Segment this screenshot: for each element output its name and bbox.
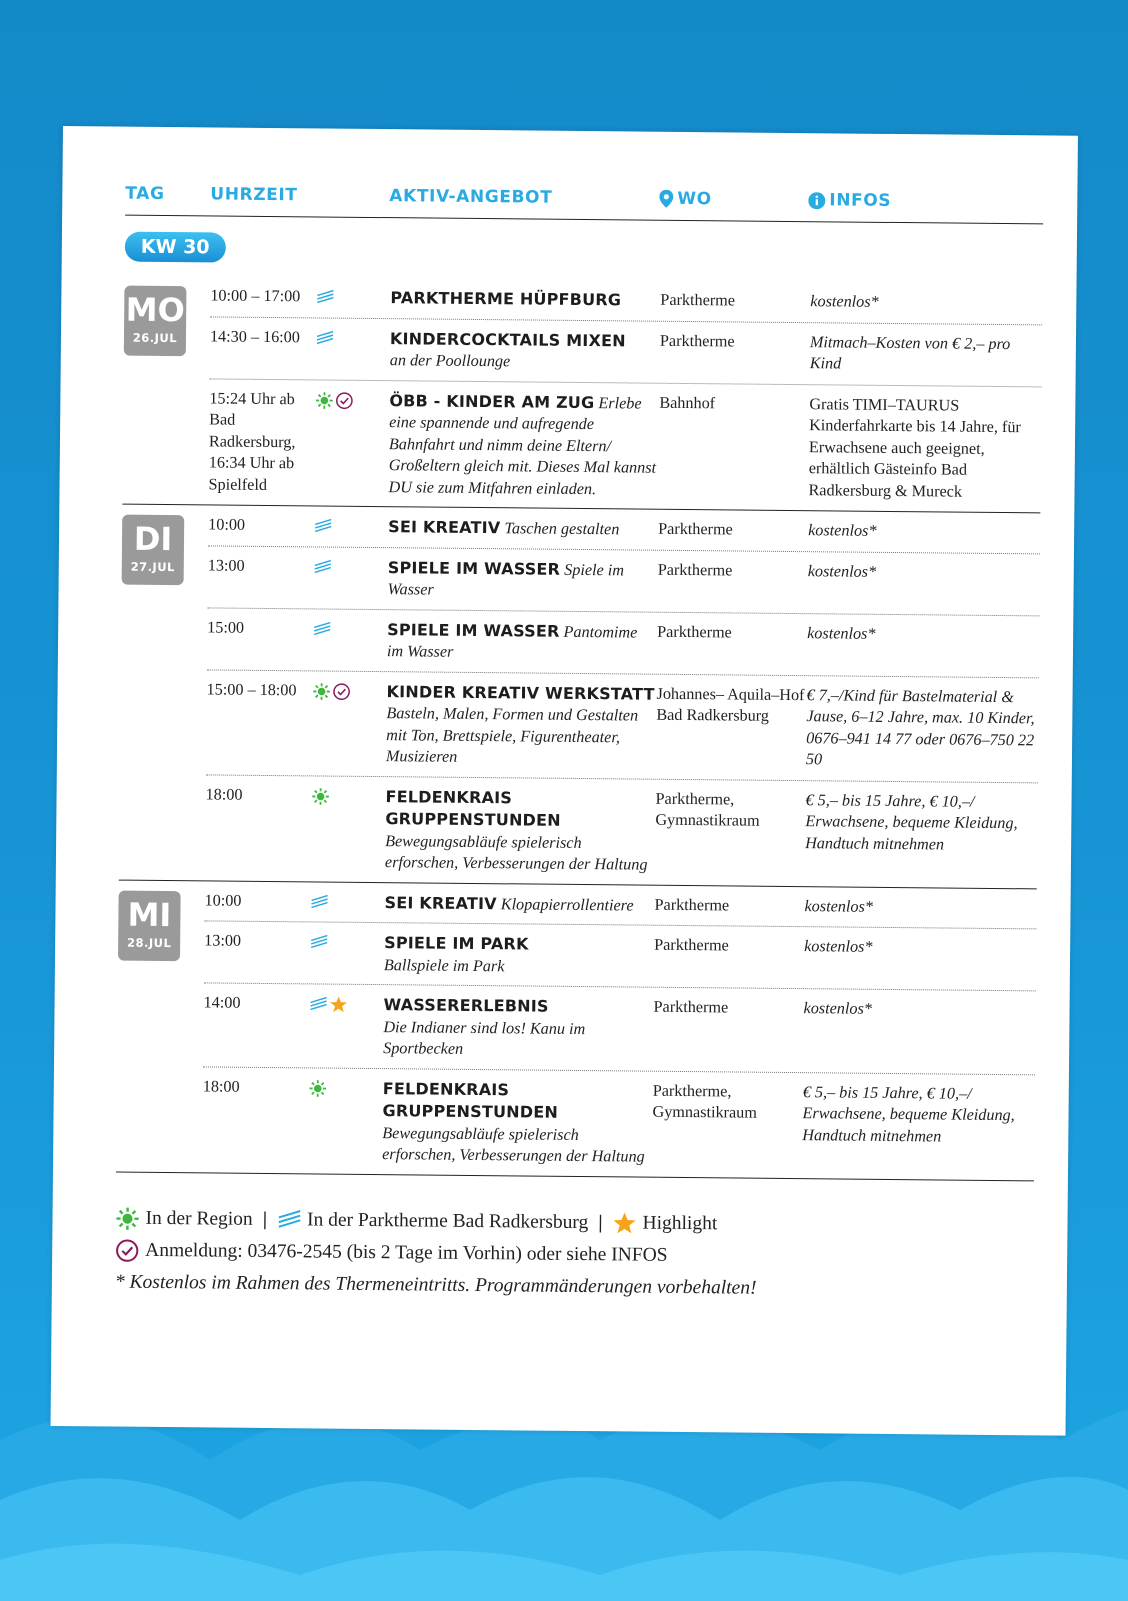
event-time: 15:00 – 18:00	[206, 679, 297, 699]
event-info: kostenlos*	[807, 623, 876, 643]
event-desc: an der Poollounge	[389, 351, 511, 371]
waves-icon	[310, 933, 328, 958]
event-location: Parktherme, Gymnastikraum	[655, 789, 760, 830]
event-icons	[310, 286, 390, 309]
location-pin-icon	[659, 190, 673, 208]
event-row	[206, 670, 1039, 783]
waves-icon	[314, 517, 332, 542]
legend-check-icon	[115, 1238, 139, 1262]
day-block-di	[119, 505, 1041, 889]
event-desc: Klopapierrollentiere	[500, 894, 634, 915]
week-badge: KW 30	[125, 232, 226, 263]
event-icons	[310, 327, 390, 350]
waves-icon	[313, 620, 331, 645]
event-info: kostenlos*	[804, 937, 873, 956]
event-activity	[384, 932, 654, 979]
legend-sun-icon	[115, 1206, 139, 1230]
event-icons	[307, 618, 387, 641]
header-tag: TAG	[125, 183, 165, 204]
event-title: KINDERCOCKTAILS MIXEN	[389, 328, 626, 350]
event-location: Parktherme	[657, 560, 733, 579]
event-info: € 5,– bis 15 Jahre, € 10,–/ Erwachsene, bequeme Kleidung, Handtuch mitnehmen	[805, 790, 1018, 853]
event-title: FELDENKRAIS GRUPPENSTUNDEN	[382, 1078, 559, 1122]
event-activity	[387, 557, 657, 604]
day-name: MO	[125, 290, 185, 330]
event-info: Mitmach–Kosten von € 2,– pro Kind	[809, 332, 1011, 373]
event-title: WASSERERLEBNIS	[383, 995, 549, 1016]
event-activity	[390, 287, 660, 312]
event-title: SPIELE IM WASSER	[387, 619, 560, 641]
event-time: 15:24 Uhr ab Bad Radkersburg, 16:34 Uhr ab Spielfeld	[208, 388, 296, 494]
event-location: Bahnhof	[659, 393, 716, 412]
days-list	[116, 276, 1043, 1181]
event-icons	[303, 1077, 383, 1100]
event-time: 13:00	[207, 555, 245, 575]
header-wo-label: WO	[677, 188, 712, 210]
day-block-mi	[116, 880, 1037, 1181]
day-badge	[122, 515, 185, 586]
event-activity	[383, 994, 654, 1062]
event-info: kostenlos*	[810, 292, 879, 311]
header-angebot: AKTIV-ANGEBOT	[389, 186, 553, 208]
table-header	[125, 179, 1043, 225]
event-activity	[388, 516, 658, 541]
legend	[115, 1202, 1034, 1307]
header-infos-label: INFOS	[829, 190, 892, 211]
waves-icon	[316, 288, 334, 313]
day-name: MI	[127, 895, 172, 934]
waves-icon	[316, 329, 334, 354]
event-activity	[385, 786, 656, 877]
event-location: Parktherme	[659, 331, 735, 350]
event-time: 14:30 – 16:00	[209, 326, 301, 346]
event-desc: Pantomime im Wasser	[386, 622, 638, 661]
event-time: 13:00	[204, 931, 242, 950]
event-info: Gratis TIMI–TAURUS Kinderfahrkarte bis 14 Jahre, für Erwachsene auch geeignet, erhältlich Gästeinfo Bad Radkersburg & Mureck	[808, 394, 1021, 501]
legend-parktherme: In der Parktherme Bad Radkersburg	[306, 1208, 589, 1233]
event-desc: Bewegungsabläufe spielerisch erforschen, Verbesserungen der Haltung	[384, 831, 648, 874]
event-time: 10:00	[208, 515, 246, 534]
sun-icon	[312, 682, 330, 707]
event-time: 18:00	[205, 784, 243, 804]
header-wo	[659, 189, 712, 210]
event-title: ÖBB - KINDER AM ZUG	[389, 390, 595, 412]
event-row	[205, 775, 1038, 888]
day-block-mo	[122, 276, 1042, 514]
program-content	[115, 179, 1044, 1307]
event-title: PARKTHERME HÜPFBURG	[390, 288, 622, 310]
event-row	[202, 1067, 1035, 1180]
event-info: kostenlos*	[803, 999, 872, 1018]
event-title: SPIELE IM PARK	[384, 933, 529, 954]
event-desc: Erlebe eine spannende und aufregende Bahnfahrt und nimm deine Eltern/ Großeltern gleich mit. Dieses Mal kannst DU sie zum Mitfahren einladen.	[388, 393, 657, 498]
day-date: 28.JUL	[126, 935, 172, 950]
event-time: 18:00	[202, 1076, 240, 1096]
event-row	[204, 921, 1037, 991]
event-time: 10:00	[204, 890, 242, 910]
event-row	[203, 983, 1036, 1074]
event-location: Parktherme	[654, 935, 729, 955]
event-icons	[308, 556, 388, 579]
event-icons	[304, 931, 384, 954]
waves-icon	[309, 995, 327, 1020]
event-icons	[303, 993, 383, 1016]
sun-icon	[309, 1079, 327, 1104]
header-infos	[808, 190, 891, 211]
sun-icon	[315, 391, 333, 416]
day-name: DI	[133, 519, 173, 559]
event-desc: Taschen gestalten	[504, 519, 620, 539]
day-badge	[118, 890, 181, 961]
header-uhrzeit: UHRZEIT	[210, 184, 298, 206]
event-row	[208, 379, 1041, 512]
event-title: KINDER KREATIV WERKSTATT	[386, 681, 655, 704]
event-title: FELDENKRAIS GRUPPENSTUNDEN	[385, 786, 561, 830]
event-desc: Bewegungsabläufe spielerisch erforschen, Verbesserungen der Haltung	[382, 1123, 645, 1166]
event-location: Parktherme	[660, 290, 736, 310]
event-info: kostenlos*	[808, 521, 877, 540]
check-icon	[335, 391, 353, 416]
legend-separator: |	[598, 1211, 603, 1233]
day-date: 27.JUL	[130, 559, 175, 575]
program-sheet	[51, 126, 1078, 1436]
event-location: Parktherme	[658, 519, 733, 539]
event-info: kostenlos*	[807, 561, 877, 581]
sun-icon	[311, 787, 329, 812]
legend-footnote: * Kostenlos im Rahmen des Thermeneintritts. Programmänderungen vorbehalten!	[114, 1271, 757, 1299]
event-info: € 5,– bis 15 Jahre, € 10,–/ Erwachsene, bequeme Kleidung, Handtuch mitnehmen	[802, 1082, 1015, 1145]
event-icons	[309, 389, 389, 412]
event-icons	[304, 891, 384, 914]
check-icon	[332, 682, 350, 707]
legend-star-icon	[612, 1211, 636, 1235]
info-icon	[808, 192, 825, 209]
event-time: 15:00	[207, 617, 245, 637]
event-location: Parktherme	[654, 895, 730, 914]
event-desc	[390, 310, 660, 313]
event-desc: Spiele im Wasser	[387, 560, 625, 599]
event-row	[207, 608, 1040, 678]
event-desc: Die Indianer sind los! Kanu im Sportbecken	[383, 1017, 586, 1058]
event-desc: Basteln, Malen, Formen und Gestalten mit Ton, Brettspiele, Figurentheater, Musizieren	[385, 704, 639, 766]
event-desc: Ballspiele im Park	[383, 955, 505, 975]
event-activity	[390, 328, 660, 375]
event-location: Parktherme	[653, 997, 729, 1017]
event-activity	[384, 892, 654, 917]
day-date: 26.JUL	[132, 330, 178, 346]
star-icon	[329, 996, 347, 1021]
event-activity	[388, 390, 659, 501]
legend-region: In der Region	[145, 1207, 253, 1230]
legend-highlight: Highlight	[642, 1212, 718, 1234]
event-time: 10:00 – 17:00	[210, 286, 301, 306]
event-info: kostenlos*	[804, 896, 873, 916]
event-row	[210, 317, 1043, 387]
event-info: € 7,–/Kind für Bastelmaterial & Jause, 6–12 Jahre, max. 10 Kinder, 0676–941 14 77 oder 0676–750 22 50	[805, 685, 1035, 769]
event-location: Parktherme	[657, 622, 732, 641]
event-activity	[382, 1078, 653, 1169]
day-badge	[124, 286, 187, 357]
waves-icon	[314, 558, 332, 583]
event-title: SEI KREATIV	[388, 517, 501, 538]
event-time: 14:00	[203, 993, 241, 1012]
event-title: SEI KREATIV	[384, 892, 497, 913]
event-icons	[308, 515, 388, 538]
legend-anmeldung: Anmeldung: 03476-2545 (bis 2 Tage im Vorhin) oder siehe INFOS	[145, 1239, 668, 1266]
event-icons	[306, 680, 386, 703]
event-activity	[386, 681, 657, 771]
event-icons	[305, 785, 385, 808]
waves-icon	[310, 893, 328, 918]
legend-separator: |	[262, 1208, 268, 1230]
event-location: Johannes– Aquila–Hof Bad Radkersburg	[656, 684, 805, 725]
event-location: Parktherme, Gymnastikraum	[652, 1081, 757, 1122]
legend-waves-icon	[277, 1208, 301, 1232]
event-activity	[387, 619, 657, 666]
event-title: SPIELE IM WASSER	[387, 557, 561, 579]
event-row	[207, 546, 1040, 616]
